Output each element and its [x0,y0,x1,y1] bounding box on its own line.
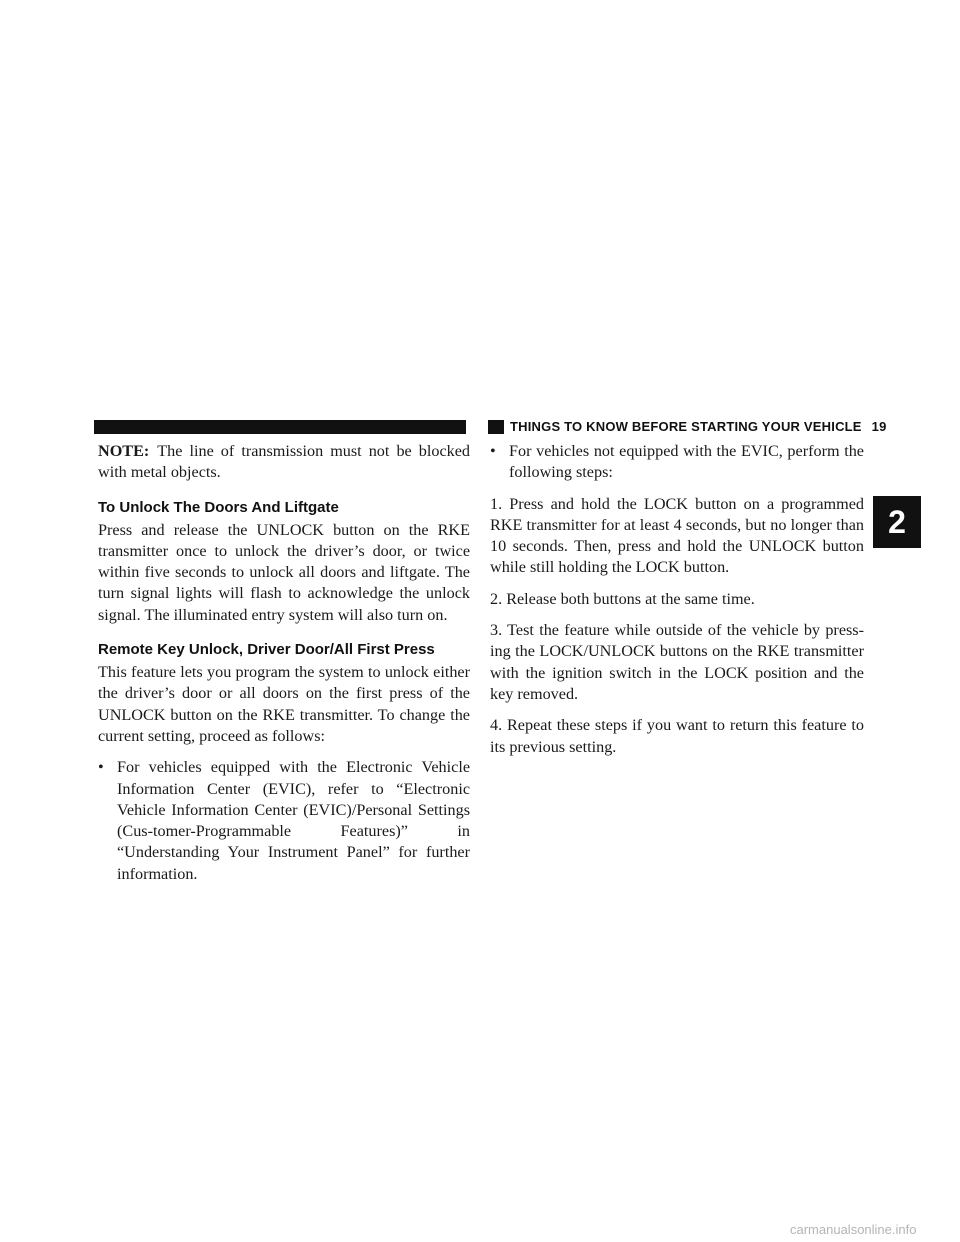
page-number: 19 [871,419,887,434]
section-body-unlock-doors: Press and release the UNLOCK button on the RKE transmitter once to unlock the driver’s door, or twice within five seconds to unlock all doors and liftgate. The turn signal lights will flash to acknowledge the unlock signal. The illuminated entry system will also turn on. [98,520,470,624]
watermark: carmanualsonline.info [790,1222,917,1237]
chapter-tab: 2 [873,496,921,548]
header-rule-left [94,420,466,434]
bullet-dot: • [98,758,104,777]
left-column [98,441,470,895]
step-4: 4. Repeat these steps if you want to return this feature to its previous setting. [490,716,864,756]
bullet-text: For vehicles not equipped with the EVIC, perform the following steps: [509,442,864,482]
note-label: NOTE: [98,442,150,460]
right-column [490,441,864,768]
step-2: 2. Release both buttons at the same time. [490,589,755,608]
bullet-item [98,757,470,885]
running-header [504,417,897,437]
step-3: 3. Test the feature while outside of the vehicle by press-ing the LOCK/UNLOCK buttons on the RKE transmitter with the ignition switch in the LOCK position and the key removed. [490,621,864,703]
bullet-dot: • [490,442,496,460]
note-text: The line of transmission must not be blocked with metal objects. [98,442,470,482]
bullet-text: For vehicles equipped with the Electronic Vehicle Information Center (EVIC), refer to “Electronic Vehicle Information Center (EVIC)/Personal Settings (Cus-tomer-Programmable Features)” in “Understanding Your Instrument Panel” for further information. [117,758,470,883]
bullet-item [490,441,864,484]
section-body-remote-key-unlock: This feature lets you program the system to unlock either the driver’s door or all doors on the first press of the UNLOCK button on the RKE transmitter. To change the current setting, proceed as follows: [98,663,470,745]
step-1: 1. Press and hold the LOCK button on a programmed RKE transmitter for at least 4 seconds, but no longer than 10 seconds. Then, press and hold the UNLOCK button while still holding the LOCK button. [490,494,864,577]
header-title: THINGS TO KNOW BEFORE STARTING YOUR VEHICLE [510,419,862,434]
note-paragraph [98,441,470,484]
section-heading-remote-key-unlock: Remote Key Unlock, Driver Door/All First Press [98,641,435,659]
section-heading-unlock-doors: To Unlock The Doors And Liftgate [98,498,339,516]
